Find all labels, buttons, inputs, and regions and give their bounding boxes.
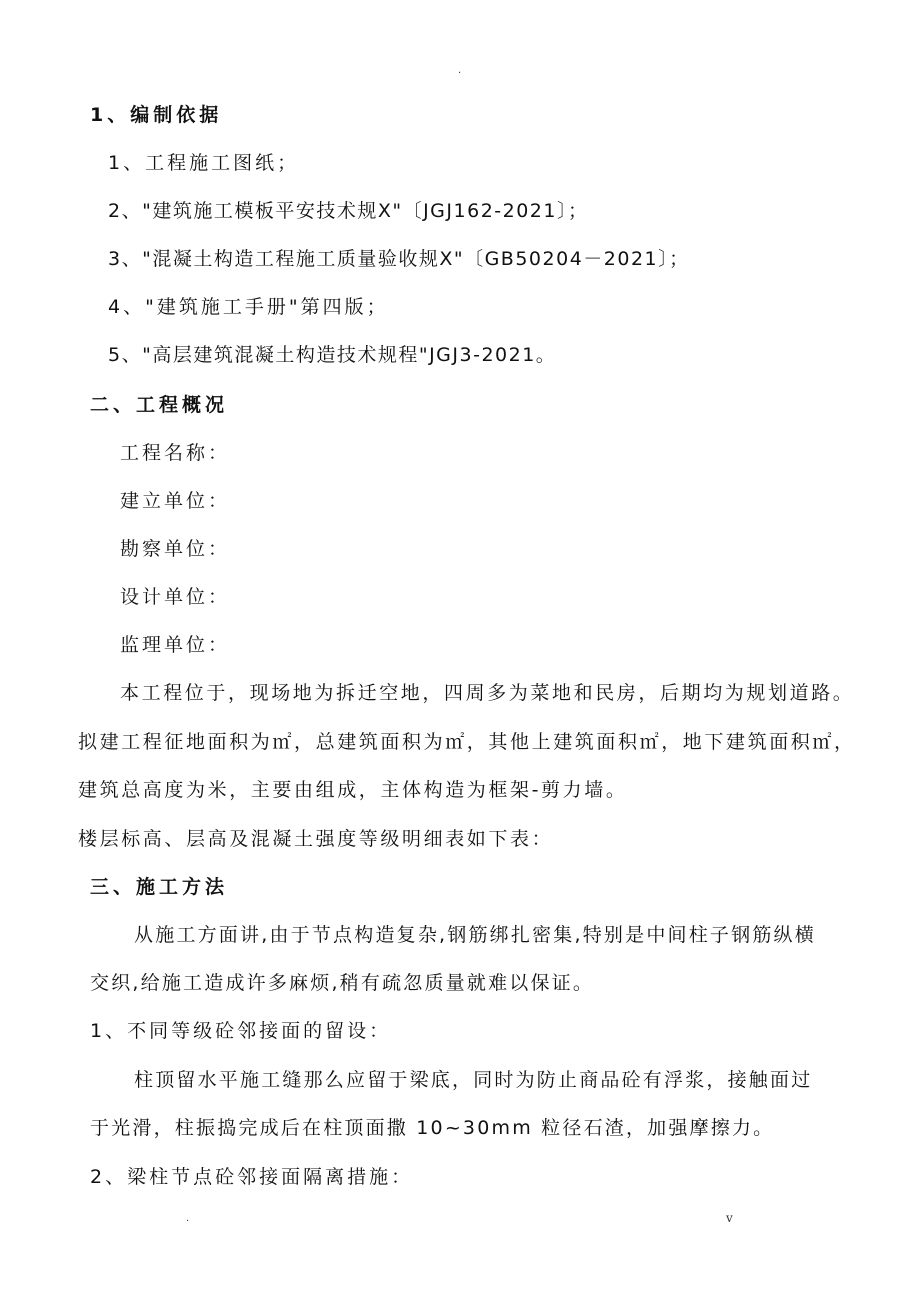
table-intro: 楼层标高、层高及混凝土强度等级明细表如下表：	[78, 828, 554, 850]
sub1-heading: 1、不同等级砼邻接面的留设：	[90, 1020, 392, 1042]
section-heading-overview: 二、工程概况	[90, 394, 229, 416]
header-mark: .	[458, 65, 462, 76]
basis-item-2: 2、"建筑施工模板平安技术规X"〔JGJ162-2021〕；	[108, 200, 589, 222]
basis-item-5: 5、"高层建筑混凝土构造技术规程"JGJ3-2021。	[108, 344, 557, 366]
overview-paragraph-line-1: 本工程位于，现场地为拆迁空地，四周多为菜地和民房，后期均为规划道路。	[120, 682, 855, 704]
field-builder: 建立单位：	[120, 490, 231, 512]
sub2-heading: 2、梁柱节点砼邻接面隔离措施：	[90, 1166, 414, 1188]
field-survey: 勘察单位：	[120, 538, 231, 560]
footer-right-mark: v	[726, 1211, 733, 1225]
basis-item-3: 3、"混凝土构造工程施工质量验收规X"〔GB50204－2021〕；	[108, 248, 690, 270]
basis-item-4: 4、"建筑施工手册"第四版；	[108, 296, 389, 318]
method-intro-line-1: 从施工方面讲,由于节点构造复杂,钢筋绑扎密集,特别是中间柱子钢筋纵横	[134, 924, 816, 946]
method-intro-line-2: 交织,给施工造成许多麻烦,稍有疏忽质量就难以保证。	[90, 972, 595, 994]
field-design: 设计单位：	[120, 586, 231, 608]
overview-paragraph-line-2: 拟建工程征地面积为㎡，总建筑面积为㎡，其他上建筑面积㎡，地下建筑面积㎡，	[78, 731, 856, 753]
sub1-line-1: 柱顶留水平施工缝那么应留于梁底，同时为防止商品砼有浮浆，接触面过	[134, 1069, 813, 1091]
section-heading-method: 三、施工方法	[90, 876, 229, 898]
overview-paragraph-line-3: 建筑总高度为米，主要由组成，主体构造为框架-剪力墙。	[78, 779, 628, 801]
section-heading-basis: 1、编制依据	[90, 104, 223, 126]
basis-item-1: 1、工程施工图纸；	[108, 152, 300, 174]
sub1-line-2: 于光滑，柱振捣完成后在柱顶面撒 10~30mm 粒径石渣，加强摩擦力。	[90, 1117, 775, 1139]
field-project-name: 工程名称：	[120, 442, 231, 464]
footer-left-mark: .	[186, 1213, 190, 1224]
field-supervision: 监理单位：	[120, 634, 231, 656]
